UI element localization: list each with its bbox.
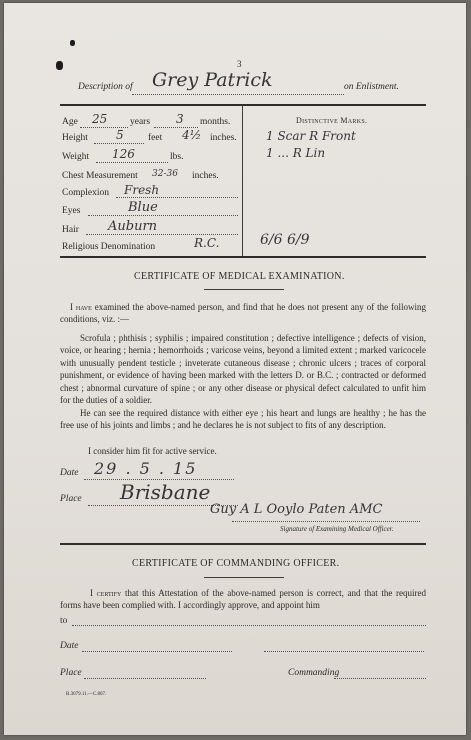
religion-value: R.C. <box>194 236 220 250</box>
medical-officer-signature: Guy A L Ooylo Paten AMC <box>210 502 383 517</box>
commanding-date-label: Date <box>60 641 79 651</box>
eyes-value: Blue <box>128 200 158 215</box>
medical-place-label: Place <box>60 494 82 504</box>
weight-line <box>96 162 168 163</box>
medical-paragraph-2: Scrofula ; phthisis ; syphilis ; impaired constitution ; defective intelligence ; defects of vision, voice, or hearing ; hernia ; hemorrhoids ; varicose veins, beyond a limited extent ; marked varicocele with unusually pendent testicle ; inveterate cutaneous disease ; chronic ulcers ; traces of corporal punishment, or evidence of having been marked with the letters D. or B.C. ; contracted or deformed chest ; abnormal curvature of spine ; or any other disease or physical defect calculated to unfit him for the duties of a soldier. <box>60 333 426 406</box>
medical-place-value: Brisbane <box>120 480 211 504</box>
chest-value: 32-36 <box>152 169 178 179</box>
commanding-paragraph <box>60 587 426 612</box>
age-label: Age <box>62 117 78 127</box>
religion-label: Religious Denomination <box>62 242 156 252</box>
complexion-line <box>116 197 238 198</box>
height-inches-value: 4½ <box>182 128 202 142</box>
distinctive-marks-heading-text: Distinctive Marks. <box>296 116 368 125</box>
title-rule <box>204 289 284 290</box>
medical-date-label: Date <box>60 468 79 478</box>
punch-hole <box>70 40 75 46</box>
commanding-date-line <box>82 651 232 652</box>
commanding-para-lead: I certify <box>90 588 122 598</box>
medical-date-value: 29 . 5 . 15 <box>94 459 198 478</box>
punch-hole <box>56 61 63 70</box>
name-underline <box>132 94 344 95</box>
commanding-label: Commanding <box>288 668 340 678</box>
commanding-line <box>334 678 426 679</box>
attestation-page <box>4 3 466 735</box>
page-number: 3 <box>237 59 242 69</box>
commanding-certificate-title: CERTIFICATE OF COMMANDING OFFICER. <box>132 558 340 569</box>
commanding-place-line <box>84 678 206 679</box>
months-label: months. <box>200 117 231 127</box>
eyes-label: Eyes <box>62 206 81 216</box>
medical-paragraph-1 <box>60 301 426 326</box>
height-line <box>94 143 144 144</box>
distinctive-marks-heading <box>296 116 367 125</box>
description-label: Description of <box>78 82 133 92</box>
weight-label: Weight <box>62 152 90 162</box>
eyes-line <box>88 215 238 216</box>
to-label: to <box>60 616 68 626</box>
distinctive-mark-2: 1 ... R Lin <box>266 146 326 160</box>
medical-paragraph-4: I consider him fit for active service. <box>88 446 217 456</box>
hair-value: Auburn <box>108 219 158 234</box>
inches-label: inches. <box>210 133 237 143</box>
commanding-place-label: Place <box>60 668 82 678</box>
title-rule-2 <box>204 577 284 578</box>
signature-line <box>232 521 420 522</box>
recruit-name: Grey Patrick <box>152 69 273 91</box>
height-label: Height <box>62 133 88 143</box>
section-rule-2 <box>60 543 426 545</box>
commanding-sign-line <box>264 651 424 652</box>
years-label: years <box>130 117 151 127</box>
chest-inches-label: inches. <box>192 171 219 181</box>
footer-code: B.3079.11.—C.807. <box>66 692 107 697</box>
to-line <box>72 625 426 626</box>
column-divider <box>242 104 243 256</box>
on-enlistment-label: on Enlistment. <box>344 82 399 92</box>
signature-caption: Signature of Examining Medical Officer. <box>280 525 394 533</box>
age-years-value: 25 <box>92 112 108 126</box>
medical-para1-text: examined the above-named person, and find that he does not present any of the following conditions, viz. :— <box>60 302 427 325</box>
complexion-value: Fresh <box>124 183 160 197</box>
vision-note: 6/6 6/9 <box>260 232 310 248</box>
weight-value: 126 <box>112 147 135 161</box>
chest-label: Chest Measurement <box>62 171 138 181</box>
hair-label: Hair <box>62 225 79 235</box>
complexion-label: Complexion <box>62 188 109 198</box>
height-feet-value: 5 <box>116 128 124 142</box>
hair-line <box>86 234 238 235</box>
medical-certificate-title: CERTIFICATE OF MEDICAL EXAMINATION. <box>134 271 345 282</box>
medical-paragraph-3: He can see the required distance with either eye ; his heart and lungs are healthy ; he has the free use of his joints and limbs ; and he declares he is not subject to fits of any description. <box>60 408 426 431</box>
header-rule <box>60 104 426 106</box>
medical-para1-lead: I have <box>70 302 92 312</box>
section-rule <box>60 256 426 258</box>
lbs-label: lbs. <box>170 152 184 162</box>
feet-label: feet <box>148 133 163 143</box>
age-months-value: 3 <box>176 112 184 126</box>
commanding-para-text: that this Attestation of the above-named person is correct, and that the required forms have been complied with. I accordingly approve, and appoint him <box>60 588 426 611</box>
distinctive-mark-1: 1 Scar R Front <box>266 129 356 143</box>
